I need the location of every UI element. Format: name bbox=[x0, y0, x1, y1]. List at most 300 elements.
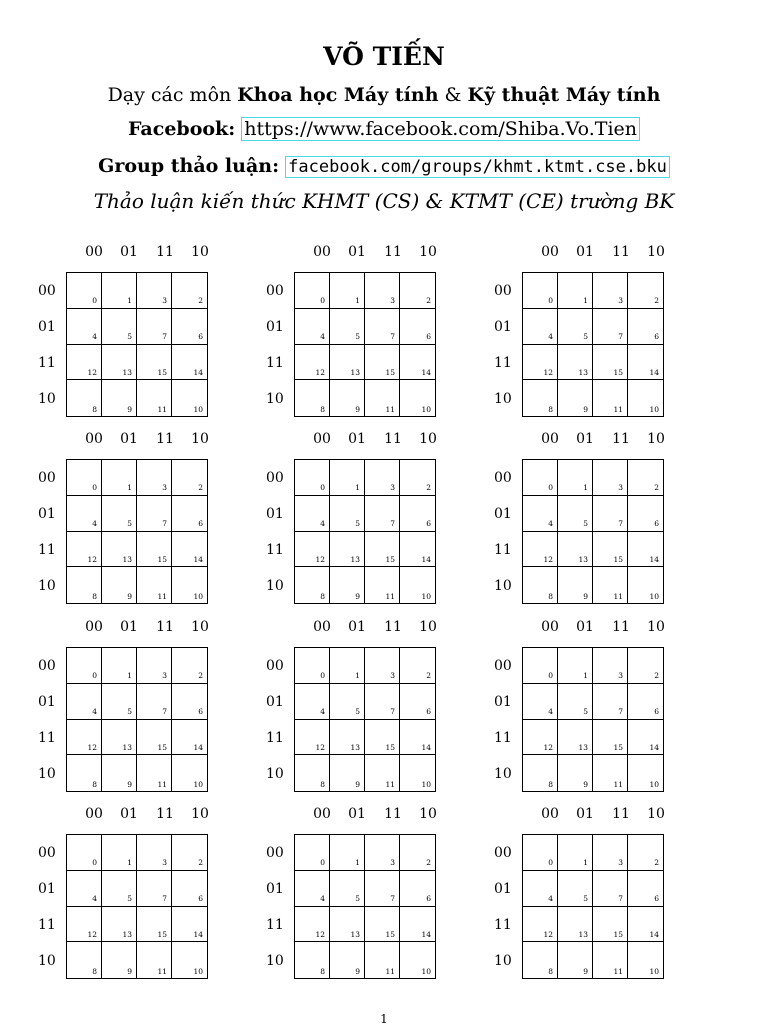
kmap-cell[interactable] bbox=[330, 720, 365, 756]
kmap-cell[interactable] bbox=[137, 309, 172, 345]
kmap-cell[interactable] bbox=[558, 460, 593, 496]
kmap-cell[interactable] bbox=[628, 942, 663, 978]
kmap-cell[interactable] bbox=[172, 942, 207, 978]
kmap-grid bbox=[294, 272, 436, 417]
kmap-cell[interactable] bbox=[400, 942, 435, 978]
kmap-cell[interactable] bbox=[400, 907, 435, 943]
kmap-cell[interactable] bbox=[365, 871, 400, 907]
kmap-cell-index: 11 bbox=[157, 966, 167, 976]
kmap-cell[interactable] bbox=[102, 942, 137, 978]
kmap-row-label: 10 bbox=[38, 391, 56, 407]
kmap-row-label: 11 bbox=[266, 730, 284, 746]
kmap-cell[interactable] bbox=[400, 345, 435, 381]
kmap-cell[interactable] bbox=[67, 907, 102, 943]
kmap-cell[interactable] bbox=[400, 755, 435, 791]
kmap-cell[interactable] bbox=[400, 684, 435, 720]
kmap-cell[interactable] bbox=[558, 567, 593, 603]
kmap-cell[interactable] bbox=[330, 345, 365, 381]
kmap-col-label: 00 bbox=[541, 619, 559, 635]
kmap-cell[interactable] bbox=[628, 567, 663, 603]
kmap-cell[interactable] bbox=[330, 380, 365, 416]
kmap-cell[interactable] bbox=[295, 567, 330, 603]
kmap-cell[interactable] bbox=[400, 273, 435, 309]
kmap-cell[interactable] bbox=[400, 496, 435, 532]
kmap-cell[interactable] bbox=[295, 907, 330, 943]
kmap-grid bbox=[66, 459, 208, 604]
kmap-cell[interactable] bbox=[102, 496, 137, 532]
kmap-cell[interactable] bbox=[523, 684, 558, 720]
kmap-cell[interactable] bbox=[172, 273, 207, 309]
kmap-cell-index: 9 bbox=[583, 591, 588, 601]
kmap-grid bbox=[522, 459, 664, 604]
kmap-cell[interactable] bbox=[295, 835, 330, 871]
kmap-cell-index: 5 bbox=[127, 894, 132, 903]
kmap-cell-index: 4 bbox=[92, 332, 97, 341]
kmap-cell[interactable] bbox=[102, 532, 137, 568]
kmap-cell-index: 12 bbox=[87, 929, 97, 939]
kmap-cell[interactable] bbox=[137, 460, 172, 496]
kmap-cell[interactable] bbox=[102, 648, 137, 684]
kmap-cell[interactable] bbox=[102, 835, 137, 871]
kmap-cell[interactable] bbox=[558, 684, 593, 720]
kmap-cell[interactable] bbox=[137, 835, 172, 871]
page-number: 1 bbox=[380, 1012, 388, 1026]
kmap-cell[interactable] bbox=[67, 648, 102, 684]
kmap-cell-index: 9 bbox=[355, 779, 360, 789]
facebook-label: Facebook: bbox=[127, 118, 236, 140]
author-title: VÕ TIẾN bbox=[323, 42, 445, 71]
kmap-cell[interactable] bbox=[102, 273, 137, 309]
kmap-cell[interactable] bbox=[400, 720, 435, 756]
kmap-cell[interactable] bbox=[593, 345, 628, 381]
kmap-cell[interactable] bbox=[400, 380, 435, 416]
kmap-cell[interactable] bbox=[67, 720, 102, 756]
kmap-cell-index: 8 bbox=[320, 966, 325, 976]
kmap-cell[interactable] bbox=[593, 460, 628, 496]
kmap-4 bbox=[266, 431, 466, 611]
kmap-cell[interactable] bbox=[593, 871, 628, 907]
kmap-cell-index: 7 bbox=[618, 894, 623, 903]
kmap-grid bbox=[294, 647, 436, 792]
kmap-cell[interactable] bbox=[593, 648, 628, 684]
kmap-cell-index: 7 bbox=[618, 707, 623, 716]
kmap-cell-index: 0 bbox=[320, 671, 325, 681]
kmap-cell-index: 15 bbox=[385, 742, 395, 752]
kmap-cell[interactable] bbox=[172, 755, 207, 791]
kmap-cell[interactable] bbox=[102, 720, 137, 756]
kmap-cell[interactable] bbox=[295, 460, 330, 496]
kmap-cell[interactable] bbox=[628, 380, 663, 416]
kmap-cell[interactable] bbox=[172, 720, 207, 756]
kmap-cell[interactable] bbox=[628, 835, 663, 871]
kmap-cell[interactable] bbox=[172, 684, 207, 720]
kmap-cell[interactable] bbox=[295, 720, 330, 756]
kmap-cell[interactable] bbox=[67, 345, 102, 381]
kmap-cell[interactable] bbox=[400, 871, 435, 907]
subjects-prefix: Dạy các môn bbox=[107, 84, 238, 106]
kmap-cell[interactable] bbox=[628, 460, 663, 496]
kmap-cell-index: 4 bbox=[92, 519, 97, 528]
kmap-cell[interactable] bbox=[102, 907, 137, 943]
kmap-cell[interactable] bbox=[523, 273, 558, 309]
kmap-cell[interactable] bbox=[102, 755, 137, 791]
kmap-cell[interactable] bbox=[400, 835, 435, 871]
kmap-cell[interactable] bbox=[558, 720, 593, 756]
kmap-cell-index: 3 bbox=[162, 483, 167, 493]
kmap-cell[interactable] bbox=[137, 496, 172, 532]
kmap-cell[interactable] bbox=[628, 755, 663, 791]
kmap-cell[interactable] bbox=[137, 684, 172, 720]
kmap-cell[interactable] bbox=[365, 648, 400, 684]
subjects-amp: & bbox=[438, 84, 468, 106]
kmap-row-label: 00 bbox=[494, 283, 512, 299]
kmap-cell[interactable] bbox=[593, 907, 628, 943]
kmap-cell[interactable] bbox=[172, 648, 207, 684]
kmap-cell[interactable] bbox=[558, 907, 593, 943]
kmap-cell[interactable] bbox=[137, 755, 172, 791]
kmap-5 bbox=[494, 431, 694, 611]
kmap-cell[interactable] bbox=[628, 345, 663, 381]
kmap-cell[interactable] bbox=[365, 532, 400, 568]
kmap-cell[interactable] bbox=[593, 720, 628, 756]
kmap-cell[interactable] bbox=[330, 273, 365, 309]
kmap-cell-index: 5 bbox=[127, 332, 132, 341]
kmap-cell[interactable] bbox=[365, 684, 400, 720]
kmap-col-label: 01 bbox=[120, 244, 138, 260]
kmap-cell[interactable] bbox=[523, 907, 558, 943]
kmap-cell-index: 1 bbox=[355, 858, 360, 868]
kmap-cell[interactable] bbox=[330, 309, 365, 345]
group-link[interactable]: facebook.com/groups/khmt.ktmt.cse.bku bbox=[285, 156, 670, 178]
kmap-cell[interactable] bbox=[137, 273, 172, 309]
kmap-cell[interactable] bbox=[137, 942, 172, 978]
kmap-cell[interactable] bbox=[102, 309, 137, 345]
kmap-cell[interactable] bbox=[523, 345, 558, 381]
kmap-row-label: 10 bbox=[38, 578, 56, 594]
kmap-cell-index: 13 bbox=[578, 554, 588, 564]
kmap-cell[interactable] bbox=[628, 871, 663, 907]
kmap-cell-index: 9 bbox=[127, 966, 132, 976]
kmap-cell[interactable] bbox=[400, 460, 435, 496]
kmap-col-label: 10 bbox=[647, 431, 665, 447]
kmap-cell[interactable] bbox=[67, 684, 102, 720]
kmap-cell[interactable] bbox=[295, 496, 330, 532]
kmap-cell[interactable] bbox=[523, 309, 558, 345]
kmap-row-label: 01 bbox=[494, 694, 512, 710]
kmap-cell[interactable] bbox=[295, 871, 330, 907]
kmap-cell[interactable] bbox=[365, 835, 400, 871]
kmap-cell[interactable] bbox=[330, 907, 365, 943]
kmap-cell[interactable] bbox=[172, 567, 207, 603]
kmap-row-label: 01 bbox=[266, 694, 284, 710]
kmap-cell[interactable] bbox=[365, 942, 400, 978]
kmap-cell[interactable] bbox=[523, 567, 558, 603]
kmap-cell[interactable] bbox=[558, 942, 593, 978]
kmap-cell[interactable] bbox=[102, 380, 137, 416]
kmap-col-label: 10 bbox=[419, 431, 437, 447]
kmap-cell[interactable] bbox=[558, 345, 593, 381]
kmap-cell[interactable] bbox=[295, 273, 330, 309]
kmap-cell[interactable] bbox=[295, 755, 330, 791]
kmap-cell-index: 5 bbox=[127, 707, 132, 716]
kmap-cell[interactable] bbox=[365, 720, 400, 756]
kmap-cell-index: 4 bbox=[320, 894, 325, 903]
kmap-cell-index: 2 bbox=[426, 483, 431, 493]
kmap-cell-index: 14 bbox=[193, 367, 203, 377]
kmap-cell-index: 8 bbox=[92, 404, 97, 414]
kmap-cell[interactable] bbox=[400, 309, 435, 345]
kmap-cell-index: 2 bbox=[654, 296, 659, 306]
kmap-row-label: 00 bbox=[494, 470, 512, 486]
kmap-cell[interactable] bbox=[102, 871, 137, 907]
kmap-cell[interactable] bbox=[628, 309, 663, 345]
kmap-cell[interactable] bbox=[593, 380, 628, 416]
kmap-cell[interactable] bbox=[558, 532, 593, 568]
kmap-cell[interactable] bbox=[330, 567, 365, 603]
kmap-row-label: 00 bbox=[38, 845, 56, 861]
kmap-cell-index: 3 bbox=[618, 858, 623, 868]
kmap-cell-index: 0 bbox=[548, 483, 553, 493]
kmap-cell-index: 5 bbox=[583, 332, 588, 341]
kmap-cell[interactable] bbox=[400, 648, 435, 684]
kmap-cell[interactable] bbox=[67, 942, 102, 978]
kmap-cell[interactable] bbox=[295, 532, 330, 568]
kmap-row-label: 01 bbox=[38, 319, 56, 335]
kmap-cell[interactable] bbox=[523, 835, 558, 871]
kmap-cell[interactable] bbox=[137, 648, 172, 684]
kmap-cell[interactable] bbox=[137, 871, 172, 907]
kmap-row-label: 11 bbox=[38, 730, 56, 746]
kmap-cell[interactable] bbox=[628, 648, 663, 684]
kmap-cell[interactable] bbox=[365, 273, 400, 309]
kmap-cell[interactable] bbox=[67, 532, 102, 568]
kmap-cell[interactable] bbox=[593, 684, 628, 720]
kmap-cell[interactable] bbox=[365, 309, 400, 345]
kmap-cell[interactable] bbox=[593, 755, 628, 791]
kmap-cell[interactable] bbox=[593, 942, 628, 978]
kmap-10 bbox=[266, 806, 466, 986]
kmap-row-label: 00 bbox=[494, 845, 512, 861]
kmap-cell[interactable] bbox=[67, 871, 102, 907]
kmap-cell[interactable] bbox=[628, 907, 663, 943]
kmap-col-label: 10 bbox=[419, 806, 437, 822]
kmap-cell[interactable] bbox=[67, 273, 102, 309]
kmap-cell-index: 12 bbox=[315, 554, 325, 564]
kmap-cell-index: 11 bbox=[613, 404, 623, 414]
kmap-cell[interactable] bbox=[67, 460, 102, 496]
kmap-cell[interactable] bbox=[295, 648, 330, 684]
kmap-cell[interactable] bbox=[172, 871, 207, 907]
kmap-cell[interactable] bbox=[295, 942, 330, 978]
kmap-col-label: 00 bbox=[313, 431, 331, 447]
kmap-cell-index: 12 bbox=[87, 367, 97, 377]
kmap-row-label: 11 bbox=[266, 917, 284, 933]
kmap-cell[interactable] bbox=[558, 380, 593, 416]
kmap-cell-index: 11 bbox=[613, 966, 623, 976]
kmap-cell[interactable] bbox=[295, 684, 330, 720]
kmap-cell[interactable] bbox=[593, 309, 628, 345]
kmap-cell[interactable] bbox=[102, 345, 137, 381]
kmap-cell[interactable] bbox=[330, 460, 365, 496]
kmap-cell[interactable] bbox=[523, 755, 558, 791]
kmap-cell[interactable] bbox=[523, 720, 558, 756]
kmap-cell-index: 10 bbox=[649, 966, 659, 976]
kmap-cell[interactable] bbox=[593, 567, 628, 603]
kmap-cell[interactable] bbox=[523, 942, 558, 978]
kmap-col-label: 00 bbox=[85, 619, 103, 635]
kmap-cell[interactable] bbox=[523, 532, 558, 568]
kmap-cell-index: 12 bbox=[543, 367, 553, 377]
kmap-cell[interactable] bbox=[365, 380, 400, 416]
kmap-cell[interactable] bbox=[102, 567, 137, 603]
kmap-cell-index: 11 bbox=[385, 591, 395, 601]
kmap-cell-index: 3 bbox=[390, 858, 395, 868]
kmap-col-label: 00 bbox=[313, 619, 331, 635]
kmap-cell[interactable] bbox=[523, 380, 558, 416]
kmap-cell-index: 6 bbox=[654, 519, 659, 528]
kmap-cell[interactable] bbox=[558, 835, 593, 871]
kmap-grid bbox=[294, 459, 436, 604]
kmap-cell-index: 7 bbox=[618, 519, 623, 528]
kmap-cell[interactable] bbox=[330, 648, 365, 684]
kmap-row-label: 00 bbox=[38, 283, 56, 299]
kmap-cell-index: 12 bbox=[87, 554, 97, 564]
kmap-cell-index: 9 bbox=[127, 404, 132, 414]
kmap-7 bbox=[266, 619, 466, 799]
kmap-cell[interactable] bbox=[137, 380, 172, 416]
kmap-cell-index: 6 bbox=[426, 519, 431, 528]
kmap-cell[interactable] bbox=[593, 496, 628, 532]
kmap-cell[interactable] bbox=[330, 496, 365, 532]
kmap-cell[interactable] bbox=[137, 720, 172, 756]
kmap-3 bbox=[38, 431, 238, 611]
subject-cs: Khoa học Máy tính bbox=[237, 84, 439, 106]
kmap-cell[interactable] bbox=[295, 309, 330, 345]
kmap-cell[interactable] bbox=[628, 273, 663, 309]
kmap-8 bbox=[494, 619, 694, 799]
kmap-cell[interactable] bbox=[365, 907, 400, 943]
kmap-cell[interactable] bbox=[523, 460, 558, 496]
kmap-cell-index: 7 bbox=[618, 332, 623, 341]
kmap-cell[interactable] bbox=[67, 755, 102, 791]
kmap-cell[interactable] bbox=[137, 907, 172, 943]
kmap-cell[interactable] bbox=[172, 907, 207, 943]
kmap-cell[interactable] bbox=[172, 496, 207, 532]
kmap-row-label: 01 bbox=[266, 506, 284, 522]
kmap-cell[interactable] bbox=[102, 460, 137, 496]
kmap-cell-index: 12 bbox=[543, 554, 553, 564]
kmap-cell[interactable] bbox=[330, 755, 365, 791]
kmap-cell-index: 5 bbox=[355, 332, 360, 341]
kmap-cell[interactable] bbox=[172, 460, 207, 496]
kmap-cell[interactable] bbox=[558, 871, 593, 907]
kmap-cell[interactable] bbox=[172, 835, 207, 871]
kmap-row-label: 11 bbox=[494, 355, 512, 371]
kmap-cell[interactable] bbox=[102, 684, 137, 720]
kmap-cell[interactable] bbox=[137, 345, 172, 381]
kmap-row-label: 10 bbox=[38, 953, 56, 969]
kmap-cell-index: 9 bbox=[355, 404, 360, 414]
kmap-cell[interactable] bbox=[523, 496, 558, 532]
kmap-cell[interactable] bbox=[628, 532, 663, 568]
kmap-cell[interactable] bbox=[67, 380, 102, 416]
kmap-cell[interactable] bbox=[295, 345, 330, 381]
kmap-row-label: 11 bbox=[266, 542, 284, 558]
kmap-cell[interactable] bbox=[172, 345, 207, 381]
kmap-cell[interactable] bbox=[558, 273, 593, 309]
kmap-cell[interactable] bbox=[330, 871, 365, 907]
kmap-cell-index: 0 bbox=[320, 296, 325, 306]
kmap-cell[interactable] bbox=[400, 532, 435, 568]
kmap-cell[interactable] bbox=[628, 684, 663, 720]
kmap-cell[interactable] bbox=[558, 309, 593, 345]
kmap-cell[interactable] bbox=[67, 835, 102, 871]
kmap-cell-index: 1 bbox=[583, 671, 588, 681]
kmap-cell-index: 10 bbox=[193, 591, 203, 601]
kmap-cell-index: 8 bbox=[92, 591, 97, 601]
kmap-cell[interactable] bbox=[593, 835, 628, 871]
kmap-cell[interactable] bbox=[67, 309, 102, 345]
kmap-cell-index: 0 bbox=[548, 296, 553, 306]
kmap-cell[interactable] bbox=[67, 496, 102, 532]
kmap-cell[interactable] bbox=[330, 684, 365, 720]
kmap-cell[interactable] bbox=[365, 567, 400, 603]
kmap-cell[interactable] bbox=[523, 871, 558, 907]
kmap-cell[interactable] bbox=[172, 380, 207, 416]
kmap-cell-index: 14 bbox=[649, 367, 659, 377]
kmap-cell[interactable] bbox=[295, 380, 330, 416]
kmap-cell-index: 10 bbox=[193, 779, 203, 789]
kmap-cell[interactable] bbox=[172, 532, 207, 568]
kmap-col-label: 00 bbox=[313, 806, 331, 822]
kmap-cell[interactable] bbox=[365, 496, 400, 532]
kmap-cell[interactable] bbox=[330, 532, 365, 568]
kmap-cell[interactable] bbox=[558, 496, 593, 532]
kmap-cell[interactable] bbox=[137, 567, 172, 603]
kmap-cell[interactable] bbox=[628, 720, 663, 756]
facebook-link[interactable]: https://www.facebook.com/Shiba.Vo.Tien bbox=[241, 117, 640, 141]
kmap-cell[interactable] bbox=[593, 273, 628, 309]
kmap-cell[interactable] bbox=[365, 755, 400, 791]
kmap-cell[interactable] bbox=[172, 309, 207, 345]
kmap-cell[interactable] bbox=[593, 532, 628, 568]
kmap-cell-index: 10 bbox=[421, 779, 431, 789]
kmap-cell[interactable] bbox=[330, 835, 365, 871]
kmap-cell[interactable] bbox=[400, 567, 435, 603]
kmap-cell[interactable] bbox=[558, 755, 593, 791]
kmap-1 bbox=[266, 244, 466, 424]
kmap-cell[interactable] bbox=[365, 345, 400, 381]
kmap-cell[interactable] bbox=[365, 460, 400, 496]
kmap-cell-index: 15 bbox=[613, 367, 623, 377]
kmap-cell-index: 6 bbox=[654, 707, 659, 716]
kmap-cell[interactable] bbox=[628, 496, 663, 532]
kmap-cell-index: 14 bbox=[649, 742, 659, 752]
kmap-cell[interactable] bbox=[67, 567, 102, 603]
kmap-cell-index: 3 bbox=[390, 483, 395, 493]
kmap-2 bbox=[494, 244, 694, 424]
kmap-row-label: 11 bbox=[266, 355, 284, 371]
kmap-cell[interactable] bbox=[523, 648, 558, 684]
kmap-cell-index: 1 bbox=[355, 296, 360, 306]
kmap-cell-index: 3 bbox=[162, 671, 167, 681]
kmap-cell-index: 2 bbox=[198, 296, 203, 306]
kmap-cell[interactable] bbox=[137, 532, 172, 568]
kmap-cell[interactable] bbox=[330, 942, 365, 978]
kmap-cell-index: 14 bbox=[649, 554, 659, 564]
kmap-cell[interactable] bbox=[558, 648, 593, 684]
kmap-cell-index: 13 bbox=[122, 367, 132, 377]
